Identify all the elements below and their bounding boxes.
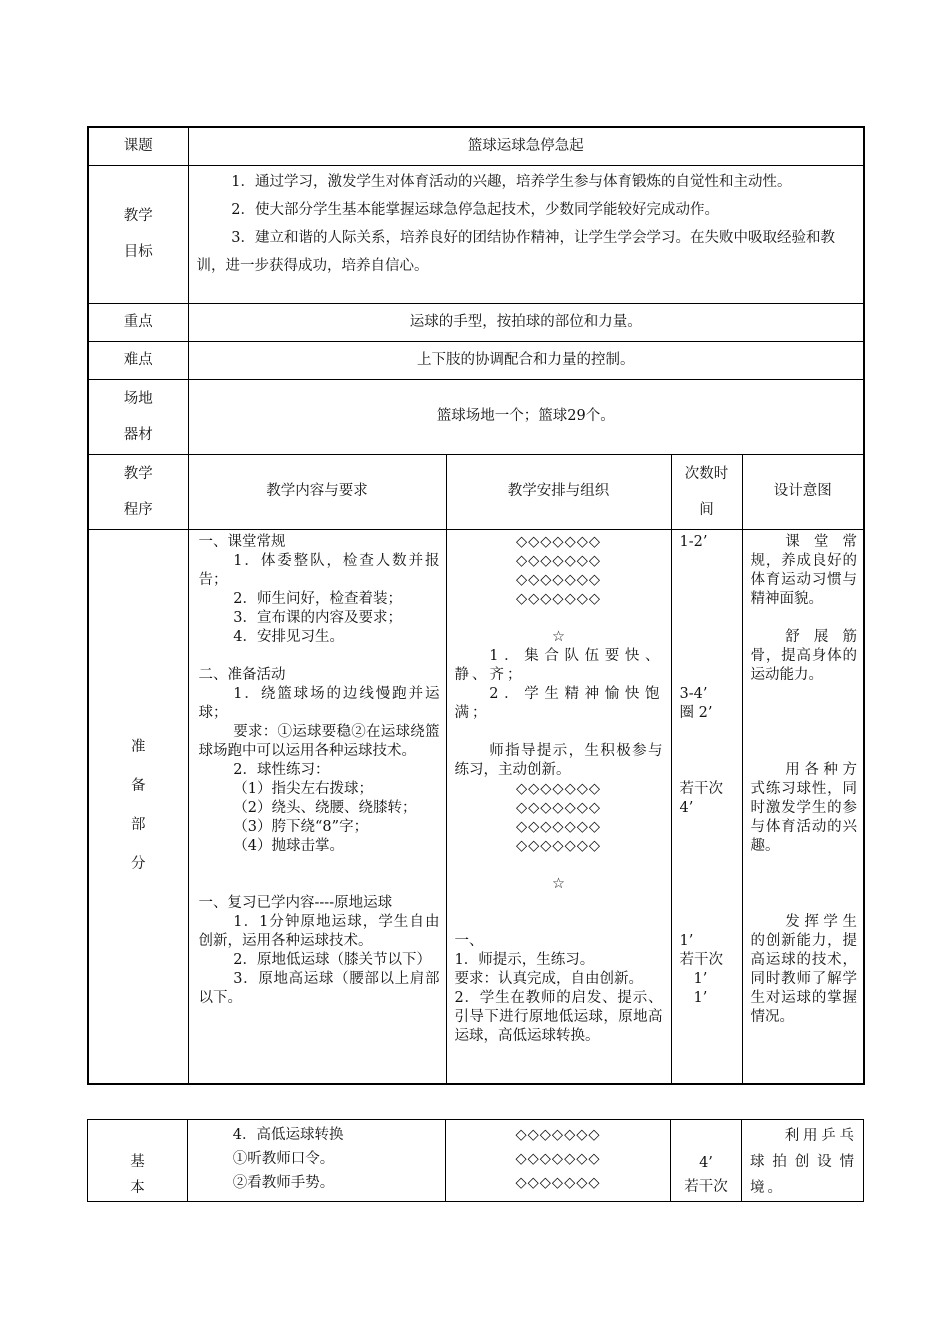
time-value: 若干次 xyxy=(684,1179,728,1195)
prep-label: 准 备 部 分 xyxy=(88,529,188,1084)
content-line: （3）胯下绕“8”字； xyxy=(233,818,369,835)
content-line: 一、复习已学内容----原地运球 xyxy=(198,894,393,911)
content-line: （2）绕头、绕腰、绕膝转； xyxy=(233,799,417,816)
basic-content xyxy=(188,1120,446,1202)
org-note: 2．学生精神愉快饱满； xyxy=(454,685,663,721)
header-content: 教学内容与要求 xyxy=(188,454,446,529)
row-key-point xyxy=(88,303,864,341)
topic-value: 篮球运球急停急起 xyxy=(188,127,864,165)
prep-content xyxy=(188,529,446,1084)
row-preparation xyxy=(88,529,864,1084)
formation-row: ◇◇◇◇◇◇◇ xyxy=(515,571,602,588)
header-organization: 教学安排与组织 xyxy=(446,454,671,529)
formation-row: ◇◇◇◇◇◇◇ xyxy=(515,799,602,816)
content-line: （1）指尖左右拨球； xyxy=(233,780,374,797)
prep-organization xyxy=(446,529,671,1084)
objective-item: 2．使大部分学生基本能掌握运球急停急起技术，少数同学能较好完成动作。 xyxy=(231,201,720,218)
row-topic xyxy=(88,127,864,165)
intent-text: 课堂常规，养成良好的体育运动习惯与精神面貌。 xyxy=(750,533,857,607)
content-line: 2．原地低运球（膝关节以下） xyxy=(233,951,432,968)
basic-label: 基 本 xyxy=(88,1120,188,1202)
content-line: 1．1分钟原地运球，学生自由创新，运用各种运球技术。 xyxy=(198,913,440,949)
row-objective xyxy=(88,165,864,303)
content-line: 二、准备活动 xyxy=(198,666,286,683)
key-point-label: 重点 xyxy=(88,303,188,341)
content-line: 4．高低运球转换 xyxy=(232,1127,344,1143)
time-value: 1’ xyxy=(679,932,694,949)
time-value: 1-2’ xyxy=(679,533,708,550)
content-line: （4）抛球击掌。 xyxy=(233,837,345,854)
content-line: 要求：①运球要稳②在运球绕篮球场跑中可以运用各种运球技术。 xyxy=(198,723,440,759)
formation-row: ◇◇◇◇◇◇◇ xyxy=(515,818,602,835)
org-note: 要求：认真完成，自由创新。 xyxy=(454,970,643,987)
org-note: 1．师提示，生练习。 xyxy=(454,951,595,968)
org-note: 师指导提示，生积极参与练习，主动创新。 xyxy=(454,742,663,778)
content-line: 1．绕篮球场的边线慢跑并运球； xyxy=(198,685,440,721)
time-value: 3-4’ xyxy=(679,685,708,702)
time-value: 若干次 xyxy=(679,951,723,968)
prep-intent xyxy=(742,529,864,1084)
content-line: 1．体委整队，检查人数并报告； xyxy=(198,552,440,588)
intent-text: 舒展筋骨，提高身体的运动能力。 xyxy=(750,628,857,683)
venue-label: 场地 器材 xyxy=(88,379,188,454)
content-line: 一、课堂常规 xyxy=(198,533,286,550)
teacher-star-icon: ☆ xyxy=(552,875,565,892)
content-line: 3．宣布课的内容及要求； xyxy=(233,609,403,626)
lesson-plan-table xyxy=(87,126,865,1085)
formation-row: ◇◇◇◇◇◇◇ xyxy=(515,552,602,569)
time-value: 4’ xyxy=(699,1155,713,1171)
difficulty-label: 难点 xyxy=(88,341,188,379)
header-intent: 设计意图 xyxy=(742,454,864,529)
row-difficulty xyxy=(88,341,864,379)
time-value: 1’ xyxy=(693,989,708,1006)
key-point-value: 运球的手型，按拍球的部位和力量。 xyxy=(188,303,864,341)
header-procedure: 教学 程序 xyxy=(88,454,188,529)
objective-label: 教学 目标 xyxy=(88,165,188,303)
row-venue xyxy=(88,379,864,454)
content-line: 2．球性练习： xyxy=(233,761,330,778)
basic-times xyxy=(671,1120,742,1202)
formation-row: ◇◇◇◇◇◇◇ xyxy=(515,1127,601,1143)
content-line: ②看教师手势。 xyxy=(232,1175,335,1191)
intent-text: 利用乒乓球拍创设情境。 xyxy=(750,1128,857,1196)
row-header xyxy=(88,454,864,529)
time-value: 若干次 xyxy=(679,780,723,797)
objective-item: 1．通过学习，激发学生对体育活动的兴趣，培养学生参与体育锻炼的自觉性和主动性。 xyxy=(231,173,792,190)
org-note: 一、 xyxy=(454,932,484,949)
basic-intent xyxy=(742,1120,864,1202)
intent-text: 发挥学生的创新能力，提高运球的技术，同时教师了解学生对运球的掌握情况。 xyxy=(750,913,857,1025)
content-line: 4．安排见习生。 xyxy=(233,628,345,645)
formation-row: ◇◇◇◇◇◇◇ xyxy=(515,1151,601,1167)
teacher-star-icon: ☆ xyxy=(552,628,565,645)
time-value: 圈 2’ xyxy=(679,704,713,721)
topic-label: 课题 xyxy=(88,127,188,165)
formation-row: ◇◇◇◇◇◇◇ xyxy=(515,780,602,797)
content-line: 2．师生问好，检查着装； xyxy=(233,590,403,607)
difficulty-value: 上下肢的协调配合和力量的控制。 xyxy=(188,341,864,379)
objective-items xyxy=(188,165,864,303)
lesson-plan-table-continued xyxy=(87,1119,864,1202)
venue-value: 篮球场地一个；篮球29个。 xyxy=(188,379,864,454)
prep-times xyxy=(671,529,742,1084)
time-value: 4’ xyxy=(679,799,694,816)
formation-row: ◇◇◇◇◇◇◇ xyxy=(515,590,602,607)
objective-item: 3．建立和谐的人际关系，培养良好的团结协作精神，让学生学会学习。在失败中吸取经验和教训，进一步获得成功，培养自信心。 xyxy=(196,229,836,274)
org-note: 1．集合队伍要快、静、齐； xyxy=(454,647,663,683)
basic-organization xyxy=(446,1120,671,1202)
intent-text: 用各种方式练习球性，同时激发学生的参与体育活动的兴趣。 xyxy=(750,761,857,854)
formation-row: ◇◇◇◇◇◇◇ xyxy=(515,533,602,550)
formation-row: ◇◇◇◇◇◇◇ xyxy=(515,837,602,854)
content-line: ①听教师口令。 xyxy=(232,1151,335,1167)
header-times: 次数时 间 xyxy=(671,454,742,529)
time-value: 1’ xyxy=(693,970,708,987)
org-note: 2．学生在教师的启发、提示、引导下进行原地低运球，原地高运球，高低运球转换。 xyxy=(454,989,663,1044)
content-line: 3．原地高运球（腰部以上肩部以下。 xyxy=(198,970,440,1006)
row-basic xyxy=(88,1120,864,1202)
formation-row: ◇◇◇◇◇◇◇ xyxy=(515,1175,601,1191)
